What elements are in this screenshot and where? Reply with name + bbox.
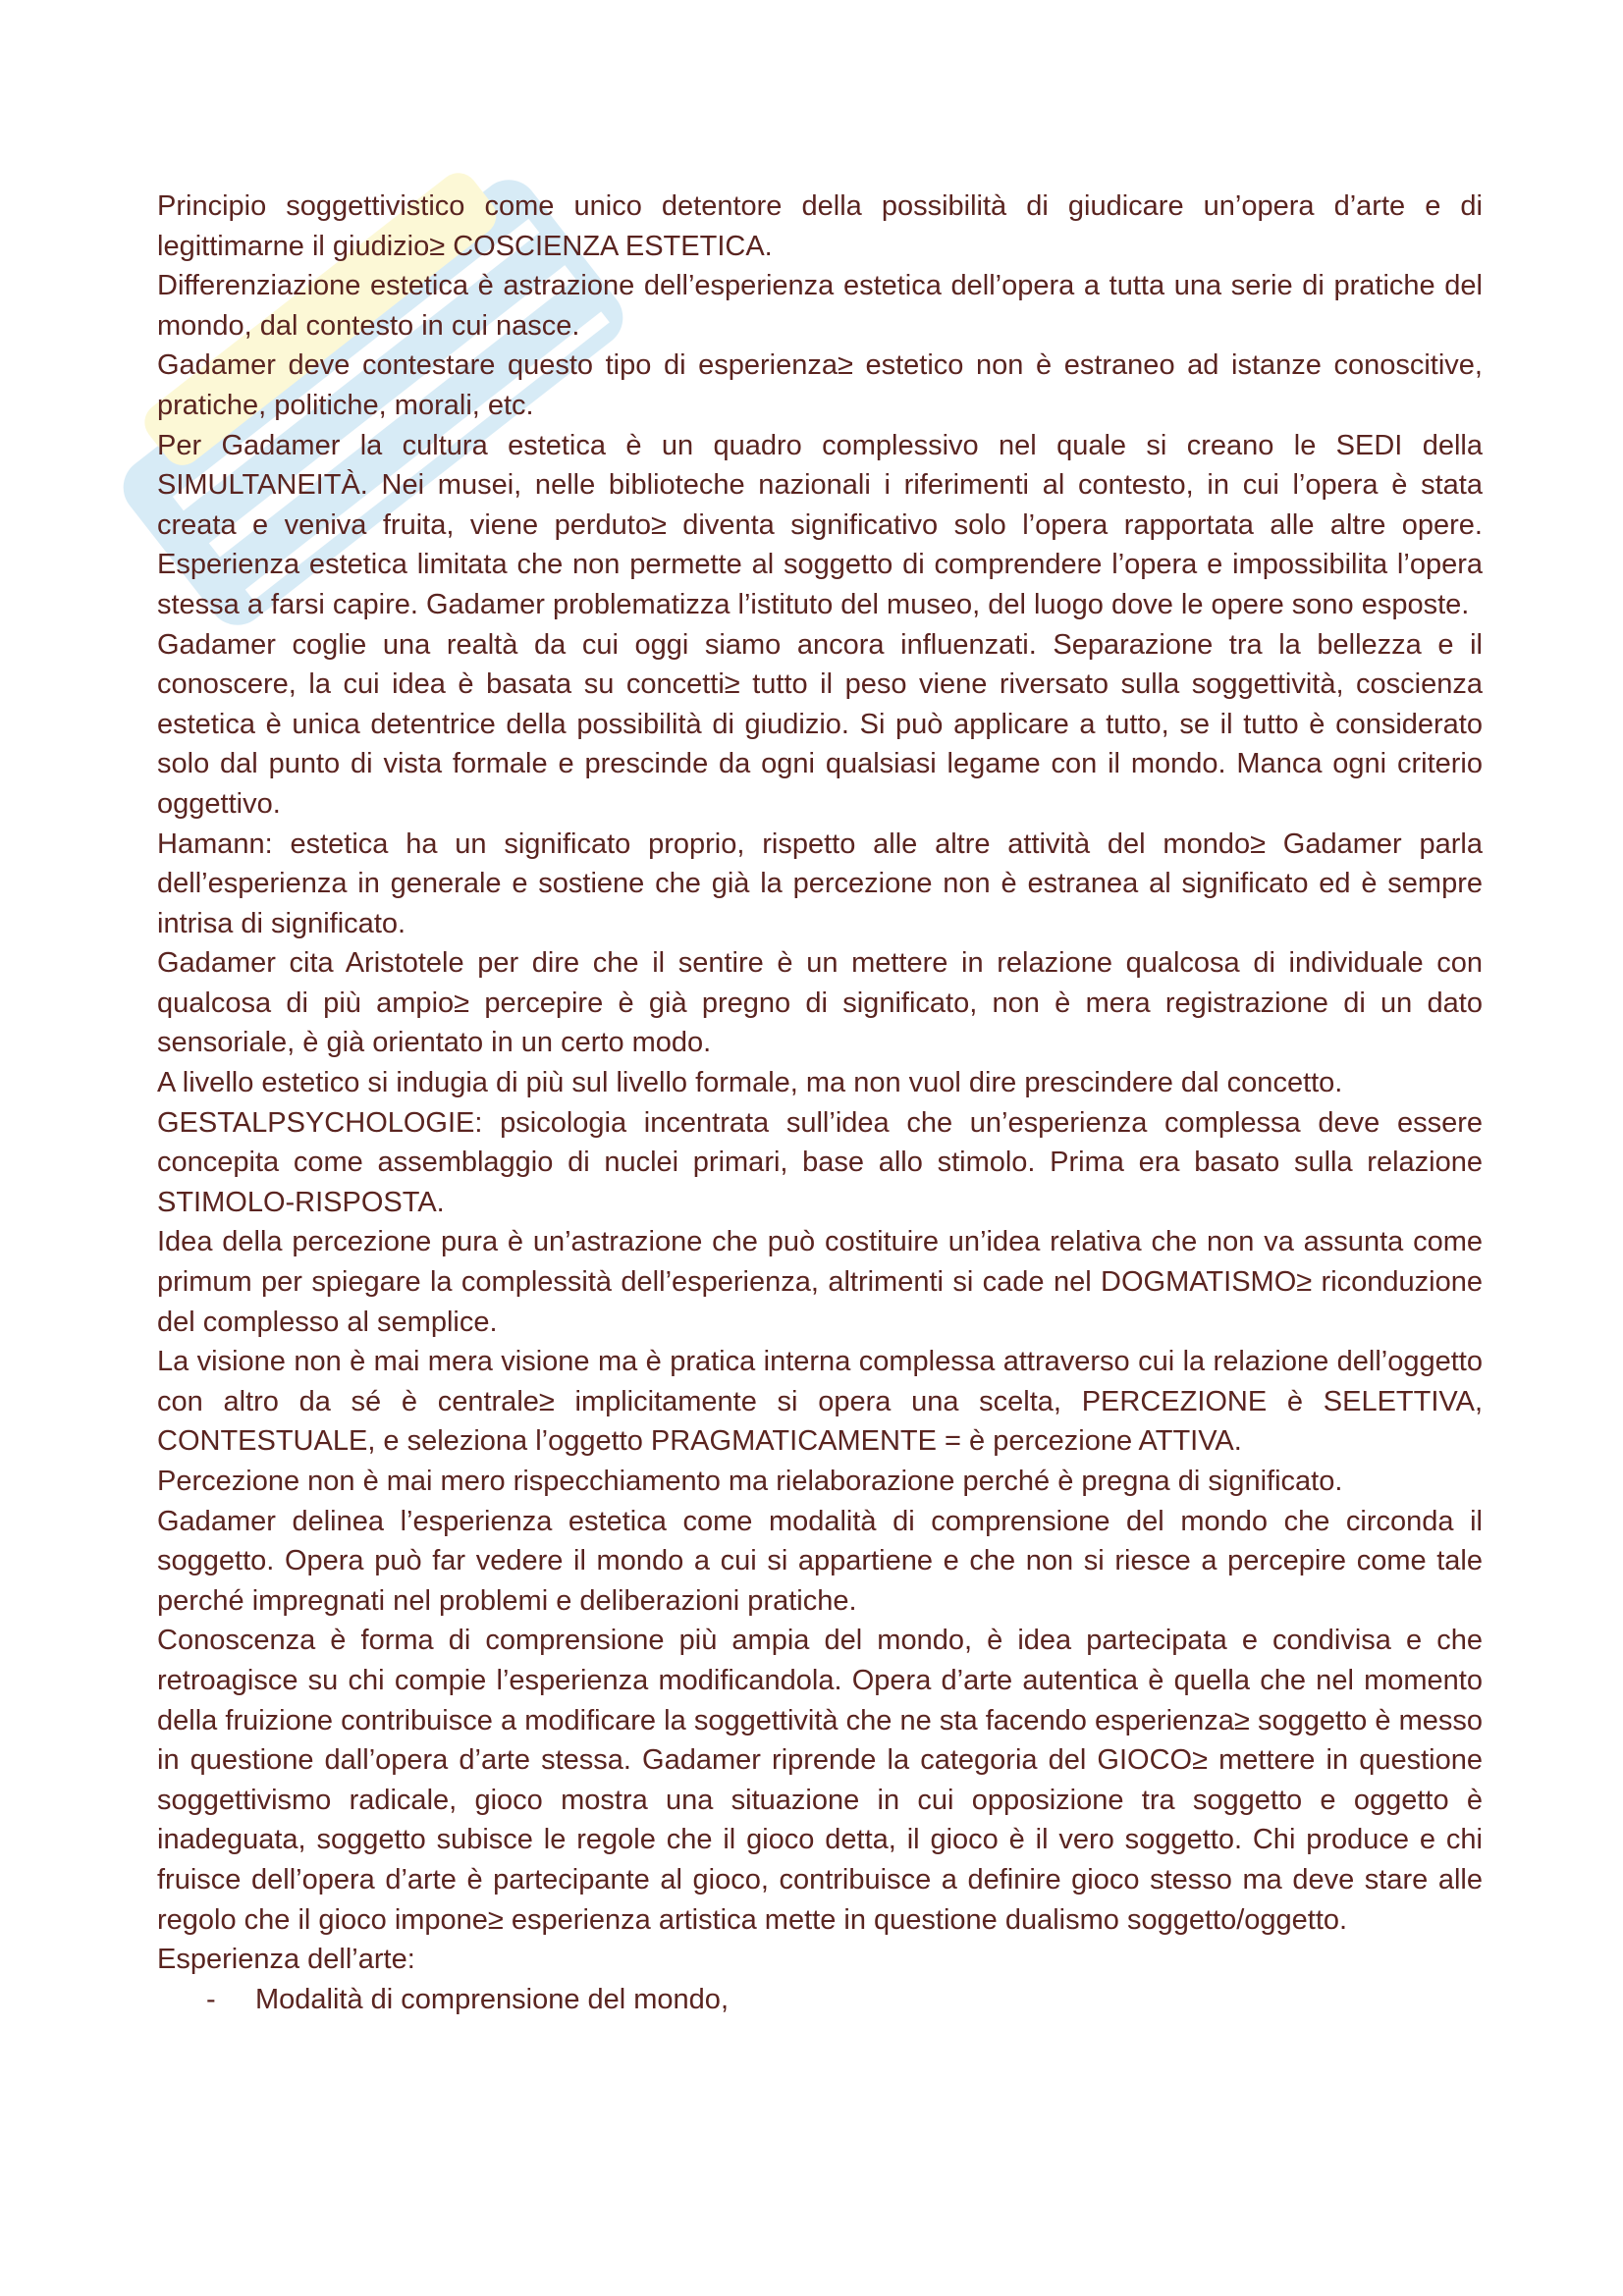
paragraph: Differenziazione estetica è astrazione dell’esperienza estetica dell’opera a tutta una serie di pratiche del mondo, dal contesto in cui nasce. bbox=[157, 270, 1483, 342]
paragraph: A livello estetico si indugia di più sul livello formale, ma non vuol dire prescindere dal concetto. bbox=[157, 1067, 1343, 1099]
paragraph: Hamann: estetica ha un significato proprio, rispetto alle altre attività del mondo≥ Gadamer parla dell’esperienza in generale e sostiene che già la percezione non è estranea al significato ed è sempre intrisa di significato. bbox=[157, 828, 1483, 939]
paragraph: Gadamer deve contestare questo tipo di esperienza≥ estetico non è estraneo ad istanze conoscitive, pratiche, politiche, morali, etc. bbox=[157, 349, 1483, 421]
paragraph: La visione non è mai mera visione ma è pratica interna complessa attraverso cui la relazione dell’oggetto con altro da sé è centrale≥ implicitamente si opera una scelta, PERCEZIONE è SELETTIVA, CONTESTUALE, e seleziona l’oggetto PRAGMATICAMENTE = è percezione ATTIVA. bbox=[157, 1346, 1483, 1458]
paragraph: Gadamer cita Aristotele per dire che il sentire è un mettere in relazione qualcosa di individuale con qualcosa di più ampio≥ percepire è già pregno di significato, non è mera registrazione di un dato sensoriale, è già orientato in un certo modo. bbox=[157, 947, 1483, 1059]
paragraph: Conoscenza è forma di comprensione più ampia del mondo, è idea partecipata e condivisa e che retroagisce su chi compie l’esperienza modificandola. Opera d’arte autentica è quella che nel momento della fruizione contribuisce a modificare la soggettività che ne sta facendo esperienza≥ soggetto è messo in questione dall’opera d’arte stessa. Gadamer riprende la categoria del GIOCO≥ mettere in questione soggettivismo radicale, gioco mostra una situazione in cui opposizione tra soggetto e oggetto è inadeguata, soggetto subisce le regole che il gioco detta, il gioco è il vero soggetto. Chi produce e chi fruisce dell’opera d’arte è partecipante al gioco, contribuisce a definire gioco stesso ma deve stare alle regolo che il gioco impone≥ esperienza artistica mette in questione dualismo soggetto/oggetto. bbox=[157, 1625, 1483, 1936]
paragraph: Percezione non è mai mero rispecchiamento ma rielaborazione perché è pregna di significato. bbox=[157, 1466, 1343, 1497]
paragraph: Idea della percezione pura è un’astrazione che può costituire un’idea relativa che non va assunta come primum per spiegare la complessità dell’esperienza, altrimenti si cade nel DOGMATISMO≥ riconduzione del complesso al semplice. bbox=[157, 1226, 1483, 1338]
bullet-list bbox=[157, 1980, 1483, 2020]
paragraph: Per Gadamer la cultura estetica è un quadro complessivo nel quale si creano le SEDI della SIMULTANEITÀ. Nei musei, nelle biblioteche nazionali i riferimenti al contesto, in cui l’opera è stata creata e veniva fruita, viene perduto≥ diventa significativo solo l’opera rapportata alle altre opere. Esperienza estetica limitata che non permette al soggetto di comprendere l’opera e impossibilita l’opera stessa a farsi capire. Gadamer problematizza l’istituto del museo, del luogo dove le opere sono esposte. bbox=[157, 429, 1483, 620]
paragraph: Principio soggettivistico come unico detentore della possibilità di giudicare un’opera d’arte e di legittimarne il giudizio≥ COSCIENZA ESTETICA. bbox=[157, 190, 1483, 262]
paragraph: Gadamer delinea l’esperienza estetica come modalità di comprensione del mondo che circonda il soggetto. Opera può far vedere il mondo a cui si appartiene e che non si riesce a percepire come tale perché impregnati nel problemi e deliberazioni pratiche. bbox=[157, 1505, 1483, 1617]
list-item-text: Modalità di comprensione del mondo, bbox=[255, 1983, 729, 2015]
document-body bbox=[157, 187, 1483, 2019]
list-bullet: - bbox=[206, 1983, 216, 2015]
paragraph: GESTALPSYCHOLOGIE: psicologia incentrata sull’idea che un’esperienza complessa deve essere concepita come assemblaggio di nuclei primari, base allo stimolo. Prima era basato sulla relazione STIMOLO-RISPOSTA. bbox=[157, 1106, 1483, 1218]
list-item bbox=[157, 1980, 1483, 2020]
paragraph: Esperienza dell’arte: bbox=[157, 1944, 415, 1976]
paragraph: Gadamer coglie una realtà da cui oggi siamo ancora influenzati. Separazione tra la bellezza e il conoscere, la cui idea è basata su concetti≥ tutto il peso viene riversato sulla soggettività, coscienza estetica è unica detentrice della possibilità di giudizio. Si può applicare a tutto, se il tutto è considerato solo dal punto di vista formale e prescinde da ogni qualsiasi legame con il mondo. Manca ogni criterio oggettivo. bbox=[157, 628, 1483, 820]
